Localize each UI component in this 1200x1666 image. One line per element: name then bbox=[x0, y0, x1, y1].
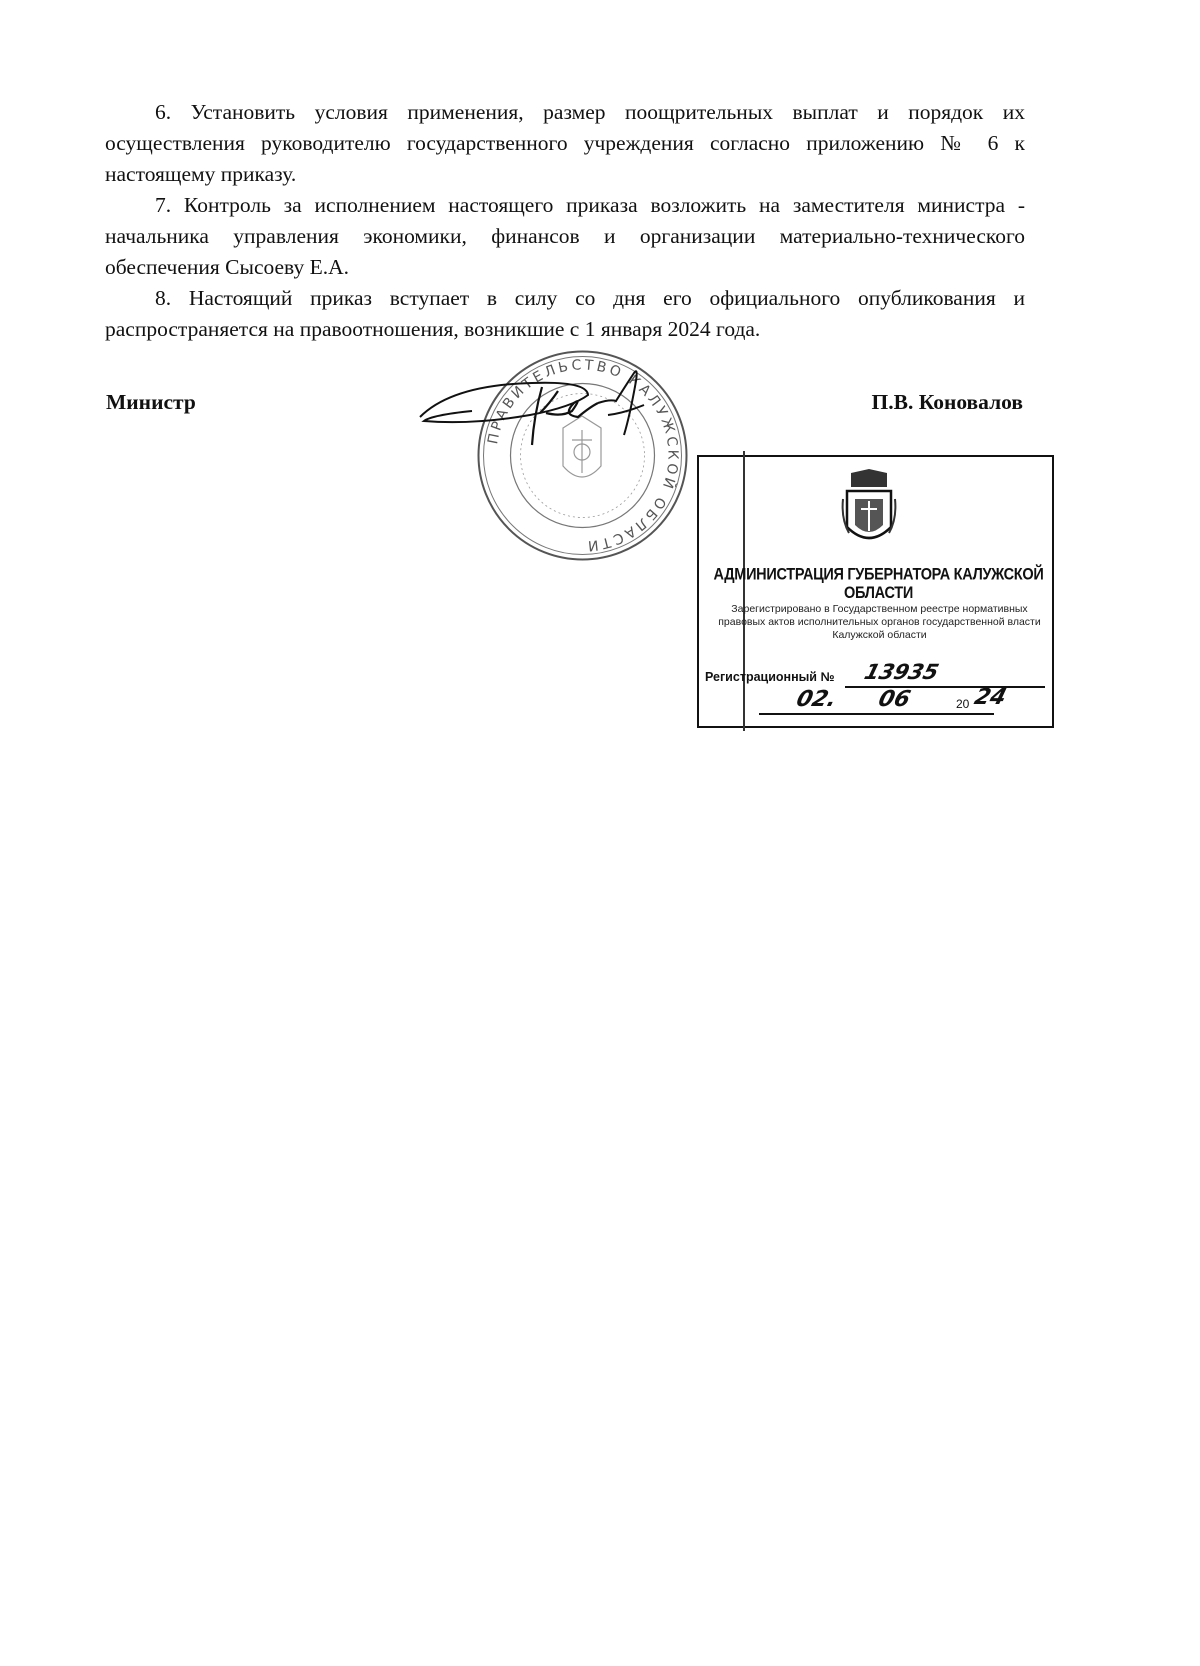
stamp-number-label: Регистрационный № bbox=[705, 670, 835, 684]
stamp-date-month: 06 bbox=[875, 687, 913, 712]
stamp-number-underline bbox=[845, 686, 1045, 688]
stamp-date-underline bbox=[759, 713, 994, 715]
paragraph-7: 7. Контроль за исполнением настоящего приказа возложить на заместителя министра - начальника управления экономики, финансов и организации материально-технического обеспечения Сысоеву Е.А. bbox=[105, 193, 1025, 279]
coat-of-arms-icon bbox=[841, 469, 897, 551]
registration-stamp bbox=[697, 455, 1054, 728]
stamp-year-suffix: 24 bbox=[971, 685, 1009, 710]
stamp-number-value: 13935 bbox=[861, 660, 942, 684]
stamp-year-prefix: 20 bbox=[956, 697, 970, 711]
stamp-organization: АДМИНИСТРАЦИЯ ГУБЕРНАТОРА КАЛУЖСКОЙ ОБЛАСТИ bbox=[713, 565, 1044, 603]
stamp-date-row bbox=[739, 685, 1039, 719]
handwritten-signature bbox=[412, 355, 702, 465]
stamp-date-day: 02. bbox=[793, 687, 840, 712]
paragraph-8: 8. Настоящий приказ вступает в силу со дня его официального опубликования и распространяется на правоотношения, возникшие с 1 января 2024 года. bbox=[105, 286, 1025, 341]
paragraph-6: 6. Установить условия применения, размер поощрительных выплат и порядок их осуществления руководителю государственного учреждения согласно приложению № 6 к настоящему приказу. bbox=[105, 100, 1025, 186]
signatory-title: Министр bbox=[106, 390, 196, 414]
document-body bbox=[105, 97, 1025, 345]
seal-ring-text: ПРАВИТЕЛЬСТВО КАЛУЖСКОЙ ОБЛАСТИ bbox=[485, 357, 681, 554]
stamp-registration-note: Зарегистрировано в Государственном реестре нормативных правовых актов исполнительных органов государственной власти Калужской области bbox=[718, 603, 1041, 641]
signatory-name: П.В. Коновалов bbox=[871, 390, 1023, 414]
